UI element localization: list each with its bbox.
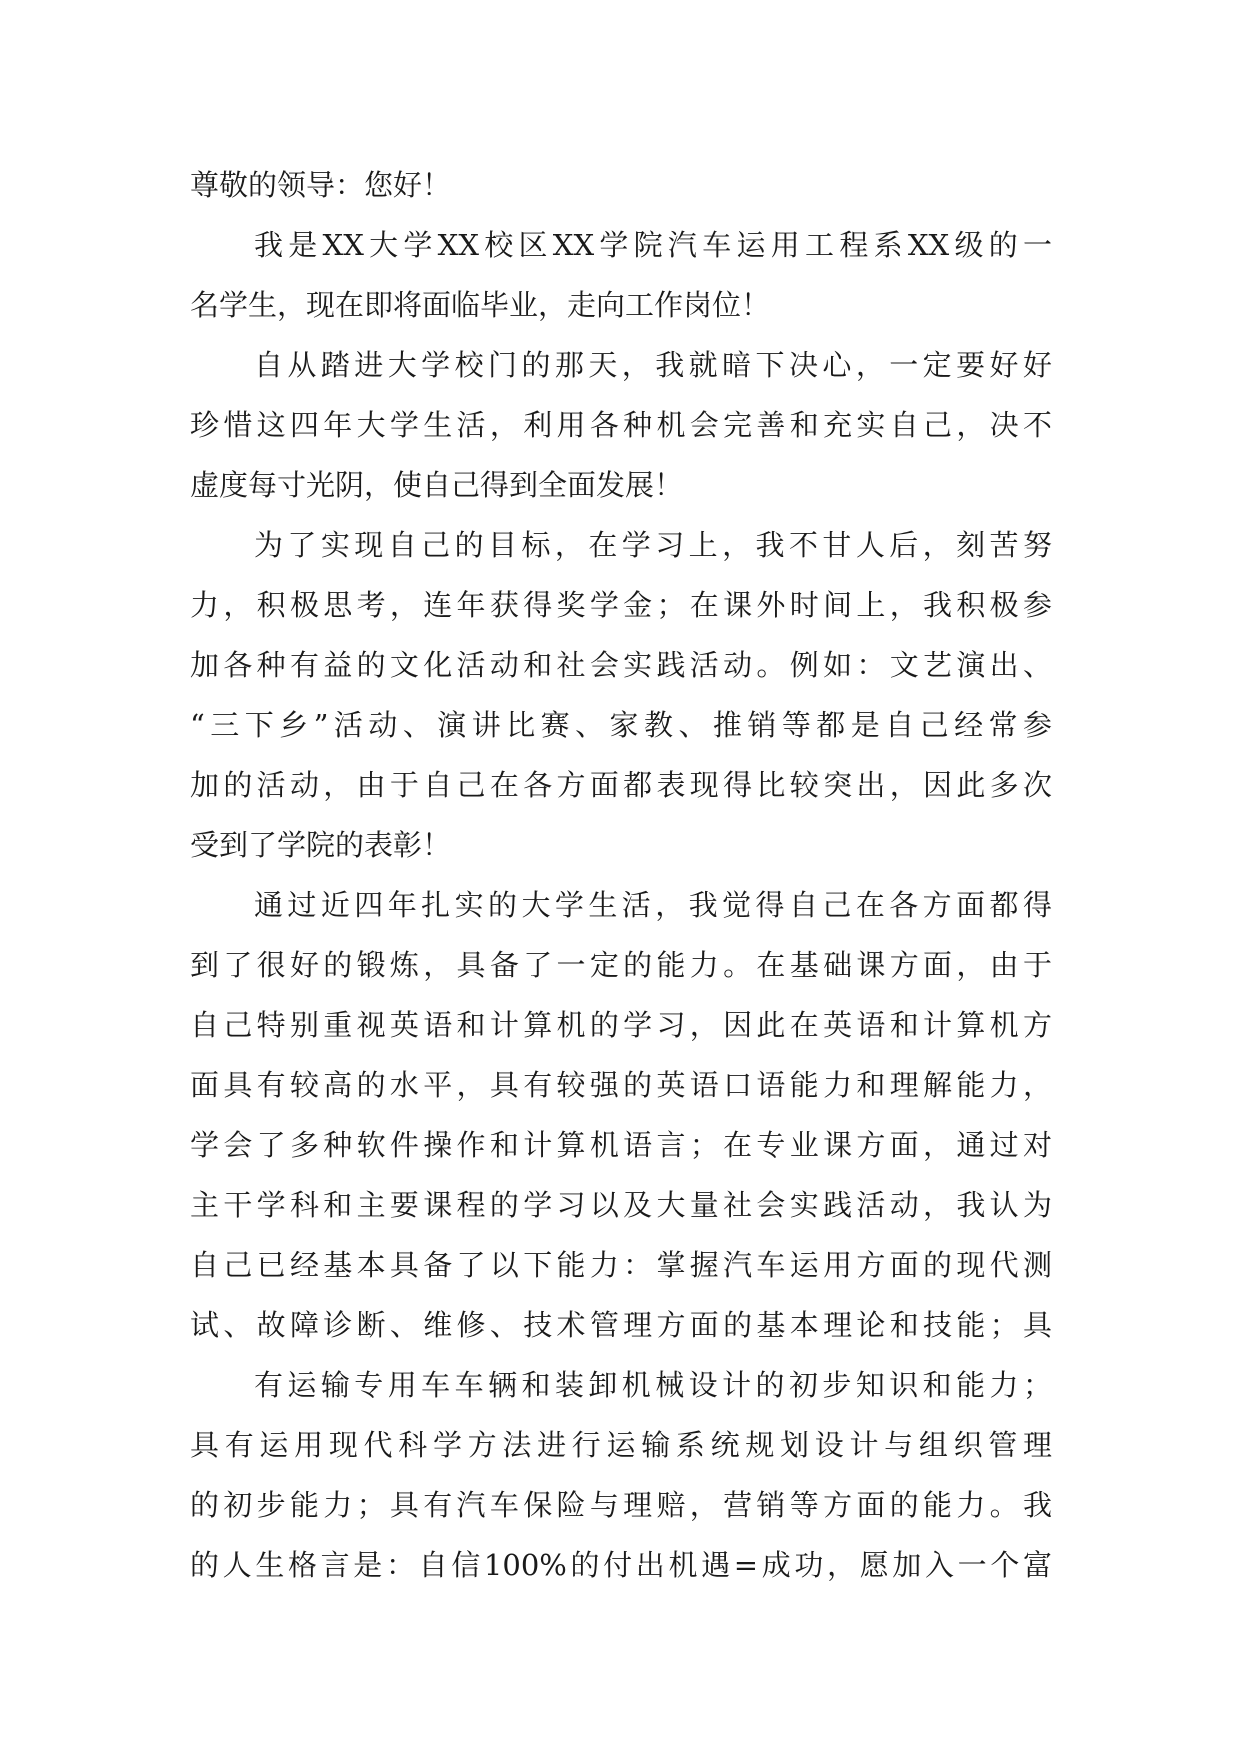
paragraph-line: 通过近四年扎实的大学生活，我觉得自己在各方面都得 [254,888,1052,922]
paragraph-line: 学会了多种软件操作和计算机语言；在专业课方面，通过对 [190,1128,1052,1162]
paragraph-line: “三下乡”活动、演讲比赛、家教、推销等都是自己经常参 [190,708,1052,742]
paragraph-line: 受到了学院的表彰！ [190,828,452,862]
paragraph-line: 具有运用现代科学方法进行运输系统规划设计与组织管理 [190,1428,1052,1462]
paragraph-line: 加的活动，由于自己在各方面都表现得比较突出，因此多次 [190,768,1052,802]
paragraph-line: 力，积极思考，连年获得奖学金；在课外时间上，我积极参 [190,588,1052,622]
paragraph-line: 面具有较高的水平，具有较强的英语口语能力和理解能力， [190,1068,1052,1102]
paragraph-line: 主干学科和主要课程的学习以及大量社会实践活动，我认为 [190,1188,1052,1222]
paragraph-line: 的人生格言是：自信100%的付出机遇=成功，愿加入一个富 [190,1548,1052,1582]
paragraph-line: 自己已经基本具备了以下能力：掌握汽车运用方面的现代测 [190,1248,1052,1282]
paragraph-line: 自从踏进大学校门的那天，我就暗下决心，一定要好好 [254,348,1052,382]
paragraph-line: 自己特别重视英语和计算机的学习，因此在英语和计算机方 [190,1008,1052,1042]
letter-body [190,155,1052,1595]
paragraph-line: 到了很好的锻炼，具备了一定的能力。在基础课方面，由于 [190,948,1052,982]
salutation-line: 尊敬的领导：您好！ [190,168,452,202]
paragraph-line: 试、故障诊断、维修、技术管理方面的基本理论和技能；具 [190,1308,1052,1342]
paragraph-line: 为了实现自己的目标，在学习上，我不甘人后，刻苦努 [254,528,1052,562]
paragraph-line: 加各种有益的文化活动和社会实践活动。例如：文艺演出、 [190,648,1052,682]
paragraph-line: 的初步能力；具有汽车保险与理赔，营销等方面的能力。我 [190,1488,1052,1522]
paragraph-line: 有运输专用车车辆和装卸机械设计的初步知识和能力； [254,1368,1052,1402]
paragraph-line: 我是XX大学XX校区XX学院汽车运用工程系XX级的一 [254,228,1052,262]
paragraph-line: 名学生，现在即将面临毕业，走向工作岗位！ [190,288,771,322]
paragraph-line: 虚度每寸光阴，使自己得到全面发展！ [190,468,684,502]
paragraph-line: 珍惜这四年大学生活，利用各种机会完善和充实自己，决不 [190,408,1052,442]
